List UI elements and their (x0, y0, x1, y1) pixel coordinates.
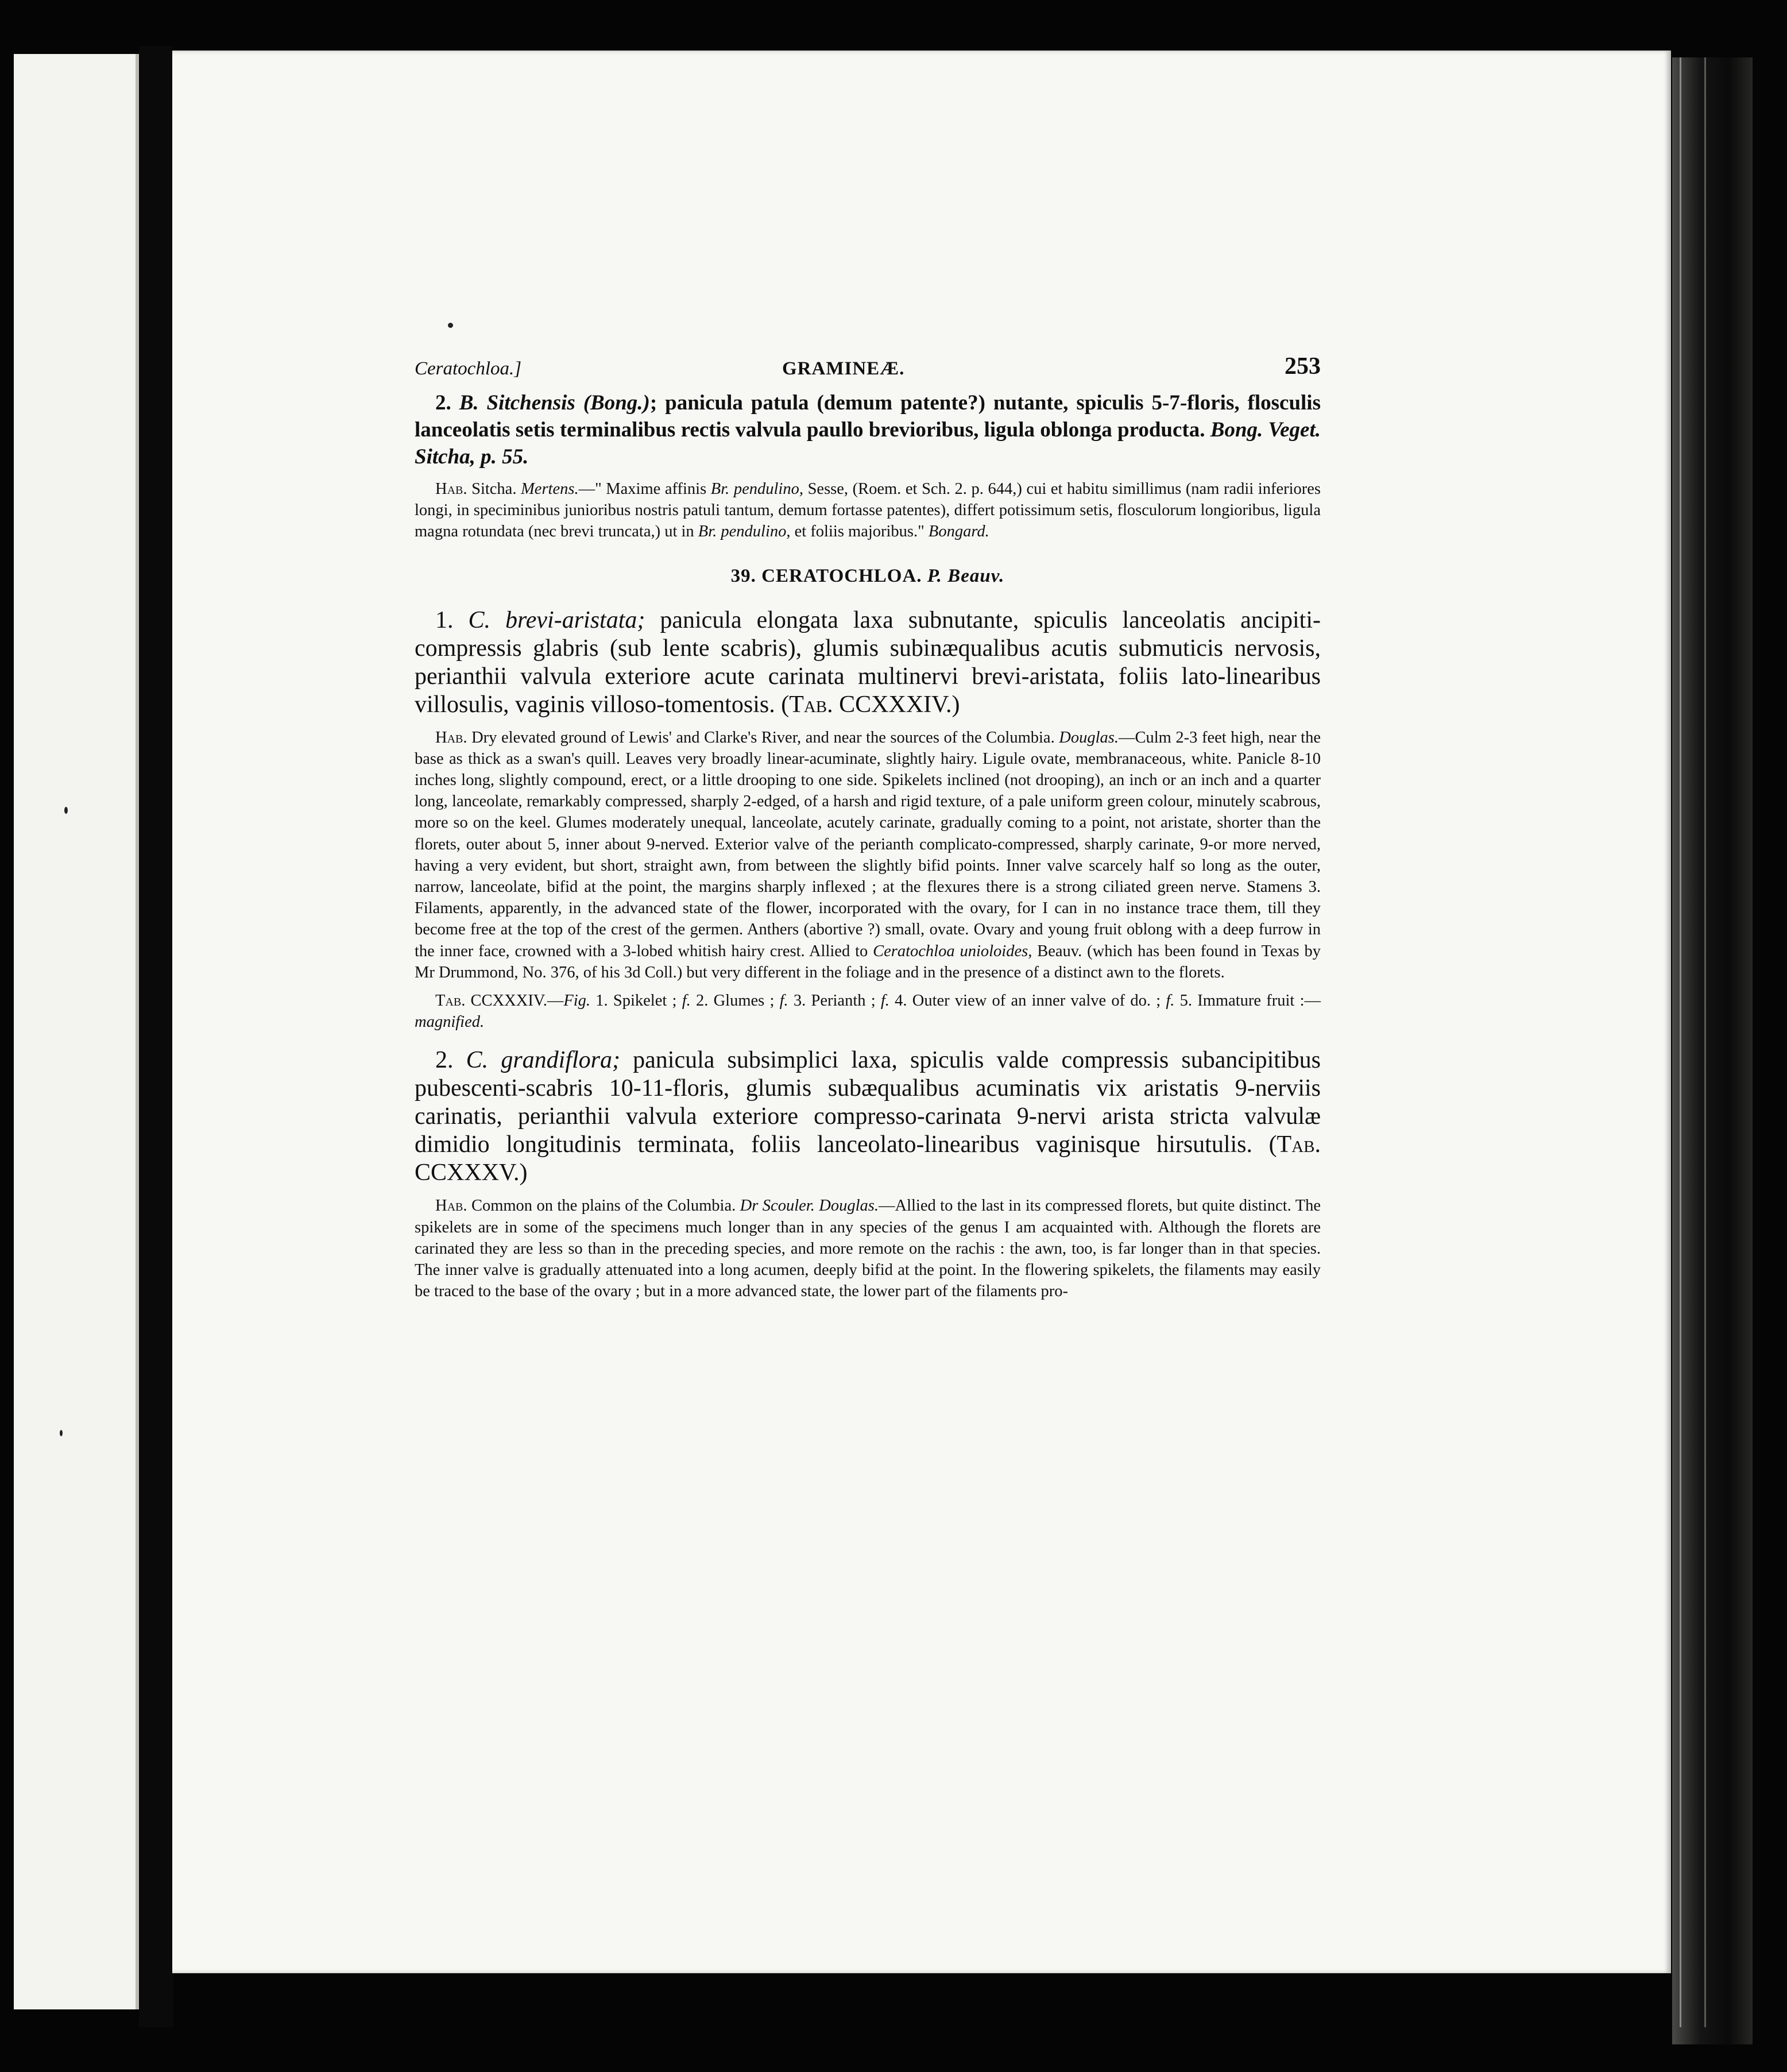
hab-text: Beauv. (which has been found in Texas by Mr Drummond, No. 376, of his 3d Coll.) but very different in the foliage and in the presence of a distinct awn to the florets. (415, 942, 1321, 981)
species-diagnosis: ; panicula patula (demum patente?) nutante, spiculis 5-7-floris, flosculis lanceolatis setis terminalibus rectis valvula paullo brevioribus, ligula oblonga producta. (415, 391, 1321, 442)
species-entry-c-brevi-aristata (415, 606, 1321, 719)
species-name: C. brevi-aristata; (468, 606, 645, 633)
habitat-note-c-grandiflora (415, 1195, 1321, 1302)
hab-text: Dry elevated ground of Lewis' and Clarke's River, and near the sources of the Columbia. (467, 728, 1059, 747)
collector-name: Douglas. (819, 1197, 879, 1215)
plate-reference: (Tab. CCXXXV.) (415, 1131, 1321, 1186)
page-text (415, 351, 1321, 1302)
collector-name: Dr Scouler. (740, 1197, 815, 1215)
collector-name: Mertens. (521, 480, 579, 498)
species-diagnosis: panicula subsimplici laxa, spiculis valde compressis subancipitibus pubescenti-scabris 10-11-floris, glumis subæqualibus acuminatis vix aristatis 9-nerviis carinatis, perianthii valvula exteriore compresso-carinata 9-nervi arista stricta valvulæ dimidio longitudinis terminata, foliis lanceolato-linearibus vaginisque hirsutulis. (415, 1047, 1321, 1158)
hab-label: Hab. (435, 728, 467, 747)
hab-text: Common on the plains of the Columbia. (467, 1197, 740, 1215)
page-edge-line (1680, 57, 1681, 2027)
book-gutter (139, 46, 173, 2027)
species-number: 1. (435, 606, 454, 633)
caption-text: 1. Spikelet ; (590, 992, 682, 1010)
caption-text: 2. Glumes ; (690, 992, 780, 1010)
species-entry-c-grandiflora (415, 1046, 1321, 1187)
plate-reference: (Tab. CCXXXIV.) (781, 691, 960, 718)
genus-author: P. Beauv. (927, 565, 1005, 586)
hab-label: Hab. (435, 480, 467, 498)
caption-text: 4. Outer view of an inner valve of do. ; (889, 992, 1166, 1010)
hab-text: —Allied to the last in its compressed florets, but quite distinct. The spikelets are in some of the specimens much longer than in any species of the genus I am acquainted with. Although the florets are carinated they are less so than in the preceding species, and more remote on the rachis : the awn, too, is far longer than in that species. The inner valve is gradually attenuated into a long acumen, deeply bifid at the point. In the flowering spikelets, the filaments may easily be traced to the base of the ovary ; but in a more advanced state, the lower part of the filaments pro- (415, 1197, 1321, 1301)
species-reference: Bong. Veget. Sitcha, p. 55. (415, 418, 1321, 469)
fig-label: f. (682, 992, 691, 1010)
page-stack-edge (1672, 57, 1753, 2044)
quoted-author: Bongard. (928, 523, 989, 541)
plate-caption-ccxxxiv (415, 990, 1321, 1033)
plate-label: Tab. CCXXXIV.— (435, 992, 564, 1010)
allied-species-name: Ceratochloa unioloides, (873, 942, 1032, 960)
genus-name: CERATOCHLOA. (761, 565, 922, 586)
ink-speck (64, 807, 68, 814)
caption-text: 3. Perianth ; (788, 992, 881, 1010)
hab-text: —Culm 2-3 feet high, near the base as thick as a swan's quill. Leaves very broadly linear-acuminate, slightly hairy. Ligule ovate, membranaceous, white. Panicle 8-10 inches long, slightly compound, erect, or a little drooping to one side. Spikelets inclined (not drooping), an inch or an inch and a quarter long, lanceolate, remarkably compressed, sharply 2-edged, of a harsh and rigid texture, of a pale uniform green colour, minutely scabrous, more so on the keel. Glumes moderately unequal, lanceolate, acutely carinate, gradually coming to a point, not aristate, shorter than the florets, outer about 5, inner about 9-nerved. Exterior valve of the perianth complicato-compressed, sharply carinate, 9-or more nerved, having a very evident, but short, straight awn, from between the slightly bifid points. Inner valve scarcely half so long as the outer, narrow, lanceolate, bifid at the point, the margins sharply inflexed ; at the flexures there is a strong ciliated green nerve. Stamens 3. Filaments, apparently, in the advanced state of the flower, incorporated with the ovary, for I can in no instance trace them, till they become free at the top of the crest of the germen. Anthers (abortive ?) small, ovate. Ovary and young fruit oblong with a deep furrow in the inner face, crowned with a 3-lobed whitish hairy crest. Allied to (415, 728, 1321, 960)
previous-page-edge (14, 54, 139, 2009)
species-number: 2. (435, 1047, 454, 1074)
genus-number: 39. (730, 565, 756, 586)
hab-text: et foliis majoribus." (790, 523, 929, 541)
hab-text: —" Maxime affinis (578, 480, 711, 498)
fig-label: f. (1166, 992, 1175, 1010)
fig-label: Fig. (563, 992, 591, 1010)
species-reference: Br. pendulino, (710, 480, 803, 498)
collector-name: Douglas. (1059, 728, 1119, 747)
page-edge-line (1704, 57, 1706, 2027)
species-reference: Br. pendulino, (698, 523, 791, 541)
running-head-title: GRAMINEÆ. (782, 358, 905, 379)
habitat-note-c-brevi-aristata (415, 727, 1321, 983)
species-diagnosis: panicula elongata laxa subnutante, spiculis lanceolatis ancipiti-compressis glabris (sub lente scabris), glumis subinæqualibus acutis submuticis nervosis, perianthii valvula exteriore acute carinata multinervi brevi-aristata, foliis lato-linearibus villosulis, vaginis villoso-tomentosis. (415, 606, 1321, 718)
fig-label: f. (880, 992, 889, 1010)
hab-text: Sitcha. (467, 480, 521, 498)
magnification-note: magnified. (415, 1013, 485, 1031)
species-name: B. Sitchensis (459, 391, 575, 415)
habitat-note-b-sitchensis (415, 478, 1321, 543)
ink-speck (448, 323, 453, 328)
species-entry-b-sitchensis (415, 389, 1321, 470)
fig-label: f. (779, 992, 788, 1010)
caption-text: 5. Immature fruit :— (1174, 992, 1321, 1010)
ink-speck (60, 1430, 63, 1436)
species-number: 2. (435, 391, 451, 415)
hab-text: Sesse, (Roem. et Sch. 2. p. 644,) cui et habitu simillimus (nam radii inferiores longi, in speciminibus junioribus nostris patuli tantum, demum fortasse patentes), differt potissimum setis, flosculorum longioribus, ligula magna rotundata (nec brevi truncata,) ut in (415, 480, 1321, 541)
genus-heading (415, 566, 1321, 587)
running-head-section: Ceratochloa.] (415, 358, 522, 379)
running-head (415, 351, 1321, 386)
hab-label: Hab. (435, 1197, 467, 1215)
species-name: C. grandiflora; (466, 1047, 620, 1074)
species-author: (Bong.) (583, 391, 650, 415)
page-number: 253 (1285, 353, 1321, 380)
